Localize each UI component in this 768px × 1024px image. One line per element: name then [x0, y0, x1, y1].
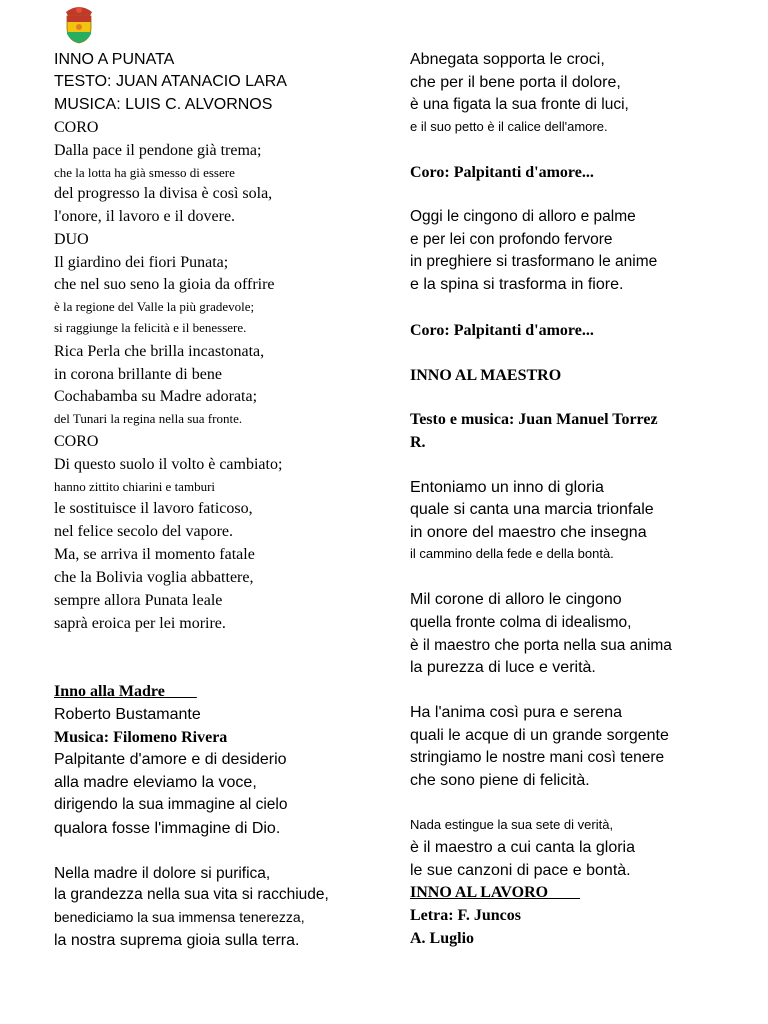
credit-line: Testo e musica: Juan Manuel Torrez: [410, 411, 658, 428]
verse-line: l'onore, il lavoro e il dovere.: [54, 208, 236, 225]
verse-line: in corona brillante di bene: [54, 366, 222, 383]
verse-line: Abnegata sopporta le croci,: [410, 51, 605, 68]
section-title: INNO AL MAESTRO: [410, 367, 562, 384]
verse-line: la purezza di luce e verità.: [410, 659, 596, 676]
verse-line: saprà eroica per lei morire.: [54, 615, 226, 632]
verse-line: alla madre eleviamo la voce,: [54, 774, 257, 791]
verse-line: Dalla pace il pendone già trema;: [54, 142, 262, 159]
lyrics-credit: Letra: F. Juncos: [410, 907, 521, 924]
verse-line: e la spina si trasforma in fiore.: [410, 276, 624, 293]
verse-line: il cammino della fede e della bontà.: [410, 546, 614, 561]
verse-line: Nada estingue la sua sete di verità,: [410, 817, 614, 832]
verse-line: del Tunari la regina nella sua fronte.: [54, 411, 243, 426]
verse-line: Palpitante d'amore e di desiderio: [54, 751, 287, 768]
verse-line: e per lei con profondo fervore: [410, 231, 613, 248]
chorus-ref: Coro: Palpitanti d'amore...: [410, 164, 594, 181]
chorus-label: CORO: [54, 433, 99, 450]
verse-line: in onore del maestro che insegna: [410, 524, 647, 541]
verse-line: che per il bene porta il dolore,: [410, 74, 621, 91]
verse-line: dirigendo la sua immagine al cielo: [54, 796, 288, 813]
chorus-label: CORO: [54, 119, 99, 136]
verse-line: Entoniamo un inno di gloria: [410, 479, 604, 496]
verse-line: che nel suo seno la gioia da offrire: [54, 276, 275, 293]
section-title: INNO AL LAVORO: [410, 884, 549, 901]
verse-line: quella fronte colma di idealismo,: [410, 614, 632, 631]
verse-line: Ha l'anima così pura e serena: [410, 704, 623, 721]
verse-line: si raggiunge la felicità e il benessere.: [54, 320, 247, 335]
verse-line: la grandezza nella sua vita si racchiude,: [54, 886, 329, 903]
verse-line: le sue canzoni di pace e bontà.: [410, 862, 631, 879]
music-credit: Musica: Filomeno Rivera: [54, 729, 228, 746]
verse-line: nel felice secolo del vapore.: [54, 523, 234, 540]
section-title: Inno alla Madre: [54, 683, 165, 700]
music-credit: MUSICA: LUIS C. ALVORNOS: [54, 96, 273, 113]
verse-line: le sostituisce il lavoro faticoso,: [54, 500, 253, 517]
verse-line: è il maestro a cui canta la gloria: [410, 839, 635, 856]
credit-line: R.: [410, 434, 426, 451]
verse-line: e il suo petto è il calice dell'amore.: [410, 119, 608, 134]
verse-line: Oggi le cingono di alloro e palme: [410, 208, 636, 225]
duo-label: DUO: [54, 231, 89, 248]
verse-line: hanno zittito chiarini e tamburi: [54, 479, 216, 494]
author-credit: Roberto Bustamante: [54, 706, 201, 723]
verse-line: Mil corone di alloro le cingono: [410, 591, 622, 608]
verse-line: in preghiere si trasformano le anime: [410, 253, 658, 270]
verse-line: del progresso la divisa è così sola,: [54, 185, 273, 202]
music-credit: A. Luglio: [410, 930, 475, 947]
verse-line: è il maestro che porta nella sua anima: [410, 637, 672, 654]
verse-line: Il giardino dei fiori Punata;: [54, 254, 229, 271]
verse-line: Cochabamba su Madre adorata;: [54, 388, 258, 405]
verse-line: che la Bolivia voglia abbattere,: [54, 569, 254, 586]
lyrics-credit: TESTO: JUAN ATANACIO LARA: [54, 73, 287, 90]
verse-line: quale si canta una marcia trionfale: [410, 501, 654, 518]
verse-line: è una figata la sua fronte di luci,: [410, 96, 629, 113]
verse-line: Rica Perla che brilla incastonata,: [54, 343, 265, 360]
hymn-title: INNO A PUNATA: [54, 51, 175, 68]
verse-line: Di questo suolo il volto è cambiato;: [54, 456, 283, 473]
verse-line: Nella madre il dolore si purifica,: [54, 865, 271, 882]
verse-line: sempre allora Punata leale: [54, 592, 223, 609]
verse-line: benediciamo la sua immensa tenerezza,: [54, 909, 305, 925]
verse-line: Ma, se arriva il momento fatale: [54, 546, 255, 563]
verse-line: stringiamo le nostre mani così tenere: [410, 749, 665, 766]
verse-line: quali le acque di un grande sorgente: [410, 727, 669, 744]
verse-line: è la regione del Valle la più gradevole;: [54, 299, 255, 314]
chorus-ref: Coro: Palpitanti d'amore...: [410, 322, 594, 339]
verse-line: che la lotta ha già smesso di essere: [54, 165, 235, 180]
coat-of-arms-icon: [60, 4, 98, 44]
verse-line: qualora fosse l'immagine di Dio.: [54, 820, 281, 837]
verse-line: che sono piene di felicità.: [410, 772, 590, 789]
verse-line: la nostra suprema gioia sulla terra.: [54, 932, 300, 949]
